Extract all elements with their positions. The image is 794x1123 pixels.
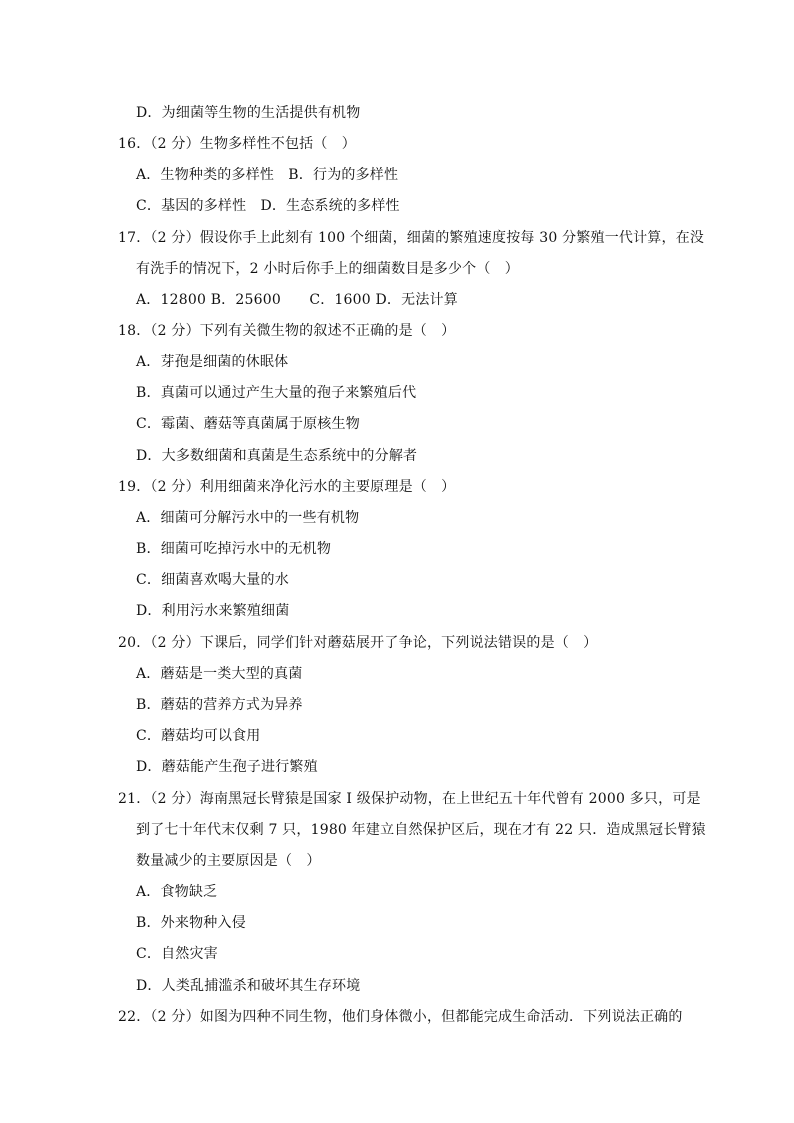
question-19: 19．（2 分）利用细菌来净化污水的主要原理是（ ） xyxy=(118,479,456,495)
q19-option-b: B．细菌可吃掉污水中的无机物 xyxy=(136,541,332,557)
q20-option-a: A．蘑菇是一类大型的真菌 xyxy=(136,666,303,682)
q18-option-b: B．真菌可以通过产生大量的孢子来繁殖后代 xyxy=(136,385,417,401)
q21-option-d: D．人类乱捕滥杀和破坏其生存环境 xyxy=(136,978,361,994)
question-21-cont-1: 到了七十年代末仅剩 7 只，1980 年建立自然保护区后，现在才有 22 只．造成黑冠长臂猿 xyxy=(136,822,706,838)
question-20: 20．（2 分）下课后，同学们针对蘑菇展开了争论，下列说法错误的是（ ） xyxy=(118,635,598,651)
q20-option-b: B．蘑菇的营养方式为异养 xyxy=(136,697,303,713)
q16-options-ab: A．生物种类的多样性 B．行为的多样性 xyxy=(136,167,399,183)
q21-option-b: B．外来物种入侵 xyxy=(136,915,246,931)
question-21: 21．（2 分）海南黑冠长臂猿是国家 I 级保护动物，在上世纪五十年代曾有 2000 多只，可是 xyxy=(118,791,701,807)
question-18: 18．（2 分）下列有关微生物的叙述不正确的是（ ） xyxy=(118,323,456,339)
question-16: 16．（2 分）生物多样性不包括（ ） xyxy=(118,136,356,152)
q19-option-a: A．细菌可分解污水中的一些有机物 xyxy=(136,510,360,526)
q19-option-d: D．利用污水来繁殖细菌 xyxy=(136,603,290,619)
q18-option-d: D．大多数细菌和真菌是生态系统中的分解者 xyxy=(136,448,418,464)
q16-options-cd: C．基因的多样性 D．生态系统的多样性 xyxy=(136,198,400,214)
q19-option-c: C．细菌喜欢喝大量的水 xyxy=(136,572,289,588)
question-22: 22．（2 分）如图为四种不同生物，他们身体微小，但都能完成生命活动．下列说法正确的 xyxy=(118,1009,683,1025)
q18-option-c: C．霉菌、蘑菇等真菌属于原核生物 xyxy=(136,416,360,432)
question-17: 17．（2 分）假设你手上此刻有 100 个细菌，细菌的繁殖速度按每 30 分繁殖一代计算，在没 xyxy=(118,230,705,246)
question-17-cont: 有洗手的情况下，2 小时后你手上的细菌数目是多少个（ ） xyxy=(136,261,519,277)
q18-option-a: A．芽孢是细菌的休眠体 xyxy=(136,354,289,370)
q20-option-c: C．蘑菇均可以食用 xyxy=(136,728,261,744)
question-21-cont-2: 数量减少的主要原因是（ ） xyxy=(136,853,321,869)
q21-option-c: C．自然灾害 xyxy=(136,946,218,962)
q15-option-d: D．为细菌等生物的生活提供有机物 xyxy=(136,105,361,121)
q17-options: A．12800 B．25600 C．1600 D．无法计算 xyxy=(136,292,458,308)
q20-option-d: D．蘑菇能产生孢子进行繁殖 xyxy=(136,759,318,775)
q21-option-a: A．食物缺乏 xyxy=(136,884,218,900)
